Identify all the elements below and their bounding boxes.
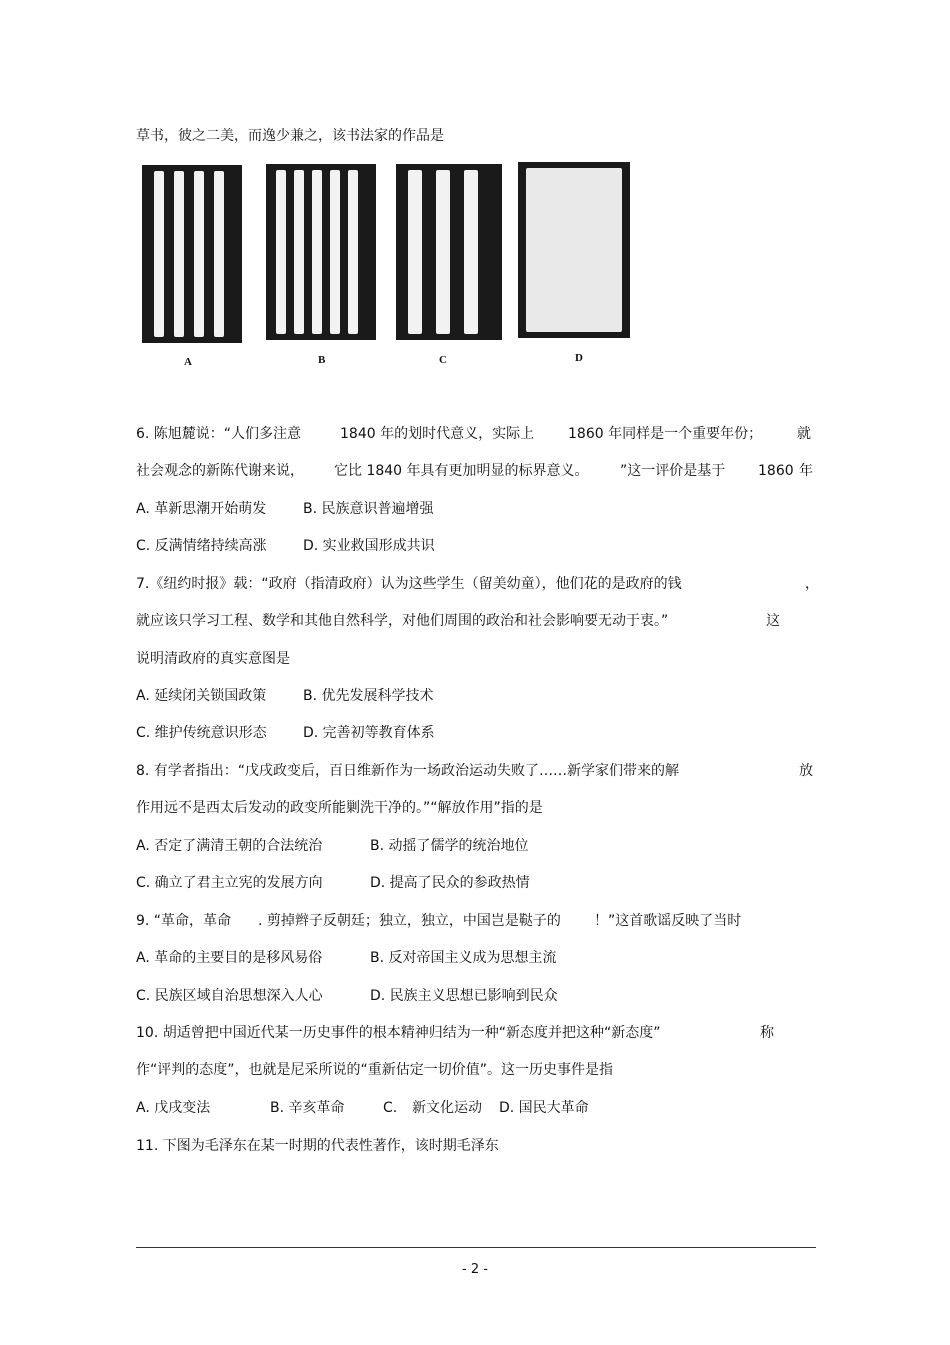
q9-option-c: C. 民族区域自治思想深入人心 bbox=[136, 988, 323, 1004]
q7-stem-part: 说明清政府的真实意图是 bbox=[136, 651, 290, 667]
footer-divider bbox=[136, 1247, 816, 1248]
q6-option-b: B. 民族意识普遍增强 bbox=[303, 501, 434, 517]
q6-stem-part: ”这一评价是基于 bbox=[620, 463, 726, 479]
caption-b: B bbox=[318, 354, 326, 366]
q8-stem-part: 8. 有学者指出：“戊戌政变后，百日维新作为一场政治运动失败了……新学家们带来的解 bbox=[136, 763, 680, 779]
q8-option-b: B. 动摇了儒学的统治地位 bbox=[370, 838, 529, 854]
q7-stem-part: 7.《纽约时报》载：“政府（指清政府）认为这些学生（留美幼童），他们花的是政府的钱 bbox=[136, 576, 682, 592]
q9-option-b: B. 反对帝国主义成为思想主流 bbox=[370, 950, 557, 966]
calligraphy-images bbox=[142, 160, 642, 380]
q8-option-c: C. 确立了君主立宪的发展方向 bbox=[136, 875, 323, 891]
calligraphy-image-d bbox=[518, 162, 630, 338]
q5-tail-text: 草书，彼之二美，而逸少兼之，该书法家的作品是 bbox=[136, 128, 444, 144]
q9-option-d: D. 民族主义思想已影响到民众 bbox=[370, 988, 558, 1004]
q6-stem-part: 它比 1840 年具有更加明显的标界意义。 bbox=[334, 463, 589, 479]
q10-stem-part: 作“评判的态度”，也就是尼采所说的“重新估定一切价值”。这一历史事件是指 bbox=[136, 1062, 614, 1078]
q9-stem-part: ！”这首歌谣反映了当时 bbox=[594, 913, 742, 929]
q7-option-b: B. 优先发展科学技术 bbox=[303, 688, 434, 704]
q6-stem-part: 1860 bbox=[758, 463, 794, 479]
q8-stem-part: 作用远不是西太后发动的政变所能剿洗干净的。”“解放作用”指的是 bbox=[136, 800, 543, 816]
q9-stem-part: 9. “革命，革命 bbox=[136, 913, 232, 929]
q10-option-d: D. 国民大革命 bbox=[499, 1100, 589, 1116]
q8-stem-part: 放 bbox=[799, 763, 813, 779]
page-number: - 2 - bbox=[462, 1262, 488, 1277]
caption-a: A bbox=[184, 356, 192, 368]
q6-stem-part: 年 bbox=[799, 463, 813, 479]
calligraphy-image-a bbox=[142, 165, 242, 343]
q10-option-c: C. bbox=[383, 1100, 398, 1116]
caption-d: D bbox=[575, 352, 583, 364]
q10-option-b: B. 辛亥革命 bbox=[270, 1100, 345, 1116]
q6-option-a: A. 革新思潮开始萌发 bbox=[136, 501, 267, 517]
q7-option-d: D. 完善初等教育体系 bbox=[303, 725, 435, 741]
calligraphy-image-b bbox=[266, 164, 376, 340]
q6-stem-part: 1860 年同样是一个重要年份； bbox=[568, 426, 763, 442]
q7-stem-part: 就应该只学习工程、数学和其他自然科学，对他们周围的政治和社会影响要无动于衷。” bbox=[136, 613, 669, 629]
q9-stem-part: . 剪掉辫子反朝廷；独立，独立，中国岂是鞑子的 bbox=[258, 913, 561, 929]
question-11-stem: 11. 下图为毛泽东在某一时期的代表性著作，该时期毛泽东 bbox=[136, 1138, 499, 1154]
q10-option-a: A. 戊戌变法 bbox=[136, 1100, 211, 1116]
q6-option-c: C. 反满情绪持续高涨 bbox=[136, 538, 267, 554]
caption-c: C bbox=[439, 354, 447, 366]
q6-stem-part: 6. 陈旭麓说：“人们多注意 bbox=[136, 426, 302, 442]
q7-option-a: A. 延续闭关锁国政策 bbox=[136, 688, 267, 704]
q9-option-a: A. 革命的主要目的是移风易俗 bbox=[136, 950, 323, 966]
q10-option-c-text: 新文化运动 bbox=[412, 1100, 482, 1116]
q6-stem-part: 1840 年的划时代意义，实际上 bbox=[340, 426, 535, 442]
q7-stem-part: ， bbox=[805, 576, 819, 592]
q8-option-a: A. 否定了满清王朝的合法统治 bbox=[136, 838, 323, 854]
q6-stem-part: 就 bbox=[797, 426, 811, 442]
q10-stem-part: 称 bbox=[760, 1025, 774, 1041]
calligraphy-image-c bbox=[396, 164, 502, 340]
q10-stem-part: 10. 胡适曾把中国近代某一历史事件的根本精神归结为一种“新态度并把这种“新态度” bbox=[136, 1025, 661, 1041]
q6-option-d: D. 实业救国形成共识 bbox=[303, 538, 435, 554]
q8-option-d: D. 提高了民众的参政热情 bbox=[370, 875, 530, 891]
q6-stem-part: 社会观念的新陈代谢来说， bbox=[136, 463, 304, 479]
q7-option-c: C. 维护传统意识形态 bbox=[136, 725, 267, 741]
q7-stem-part: 这 bbox=[766, 613, 780, 629]
